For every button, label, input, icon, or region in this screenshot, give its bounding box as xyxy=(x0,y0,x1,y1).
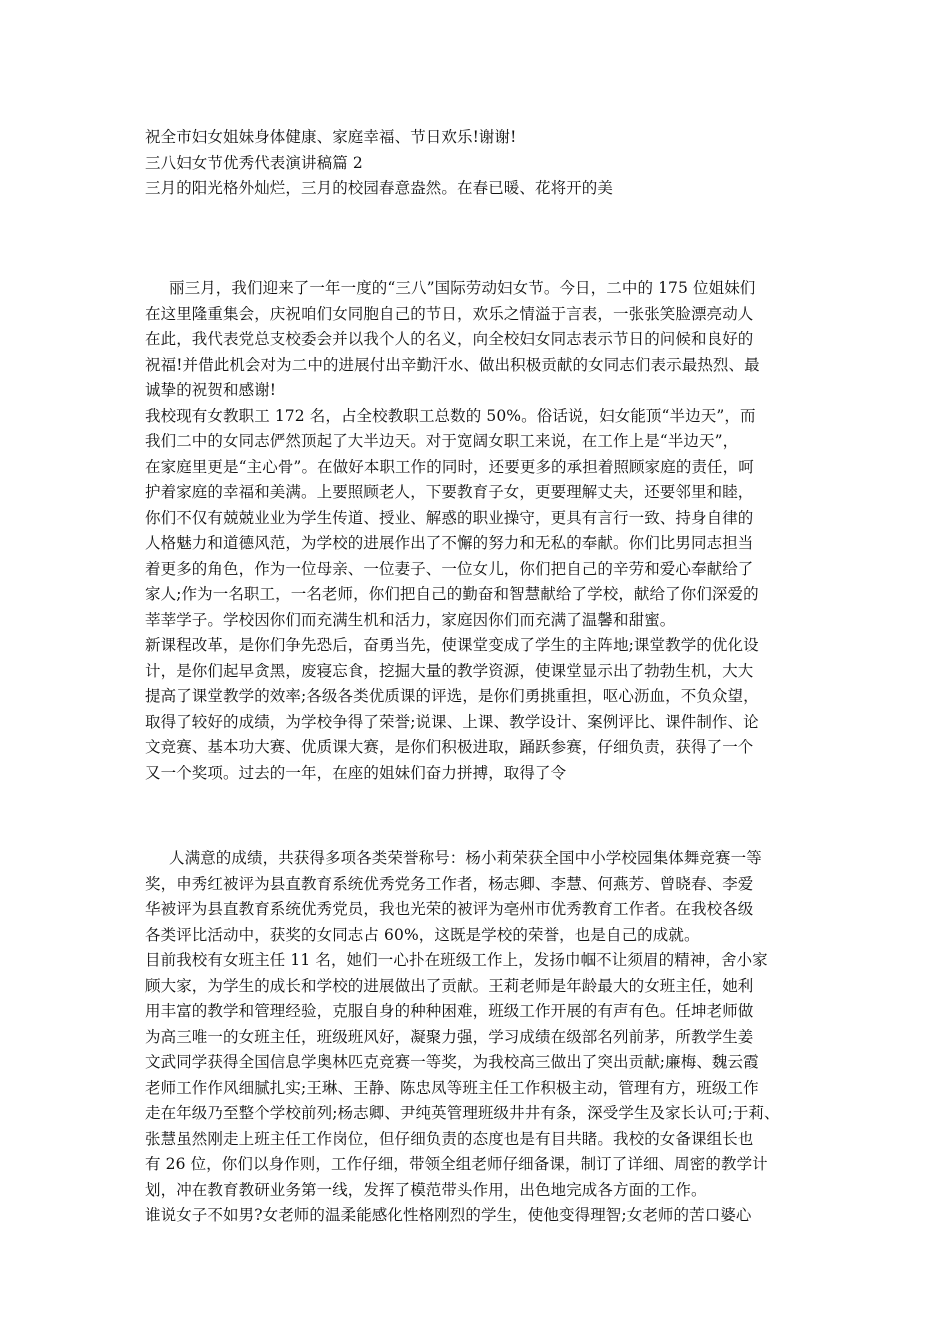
paragraph-line: 奖，申秀红被评为县直教育系统优秀党务工作者，杨志卿、李慧、何燕芳、曾晓春、李爱 xyxy=(145,874,754,893)
closing-line: 祝全市妇女姐妹身体健康、家庭幸福、节日欢乐!谢谢! xyxy=(145,128,517,146)
paragraph-line: 有 26 位，你们以身作则，工作仔细，带领全组老师仔细备课，制订了详细、周密的教学计 xyxy=(145,1155,768,1173)
paragraph-line: 华被评为县直教育系统优秀党员，我也光荣的被评为亳州市优秀教育工作者。在我校各级 xyxy=(145,900,754,918)
paragraph-line: 为高三唯一的女班主任，班级班风好，凝聚力强，学习成绩在级部名列前茅，所教学生姜 xyxy=(145,1027,754,1046)
paragraph-line: 你们不仅有兢兢业业为学生传道、授业、解惑的职业操守，更具有言行一致、持身自律的 xyxy=(145,508,754,527)
paragraph-line: 走在年级乃至整个学校前列;杨志卿、尹纯英管理班级井井有条，深受学生及家长认可;于莉、 xyxy=(145,1104,780,1122)
paragraph-line: 人格魅力和道德风范，为学校的进展作出了不懈的努力和无私的奉献。你们比男同志担当 xyxy=(145,534,754,552)
speech-title: 三八妇女节优秀代表演讲稿篇 2 xyxy=(145,153,363,172)
paragraph-line: 祝福!并借此机会对为二中的进展付出辛勤汗水、做出积极贡献的女同志们表示最热烈、最 xyxy=(145,355,760,374)
paragraph-line: 新课程改革，是你们争先恐后，奋勇当先，使课堂变成了学生的主阵地;课堂教学的优化设 xyxy=(145,636,759,654)
paragraph-line: 计，是你们起早贪黑，废寝忘食，挖掘大量的教学资源，使课堂显示出了勃勃生机，大大 xyxy=(145,661,754,680)
paragraph-line: 我校现有女教职工 172 名，占全校教职工总数的 50%。俗话说，妇女能顶“半边天”，而 xyxy=(145,406,756,425)
paragraph-line: 各类评比活动中，获奖的女同志占 60%，这既是学校的荣誉，也是自己的成就。 xyxy=(145,925,700,944)
intro-block xyxy=(145,125,810,202)
paragraph-line: 提高了课堂教学的效率;各级各类优质课的评选，是你们勇挑重担，呕心沥血，不负众望， xyxy=(145,687,759,705)
paragraph-line: 莘莘学子。学校因你们而充满生机和活力，家庭因你们而充满了温馨和甜蜜。 xyxy=(145,610,676,629)
paragraph-line: 目前我校有女班主任 11 名，她们一心扑在班级工作上，发扬巾帼不让须眉的精神，舍小家 xyxy=(145,951,768,969)
paragraph-line: 丽三月，我们迎来了一年一度的“三八”国际劳动妇女节。今日，二中的 175 位姐妹们 xyxy=(169,279,756,297)
paragraph-line: 人满意的成绩，共获得多项各类荣誉称号：杨小莉荣获全国中小学校园集体舞竞赛一等 xyxy=(169,849,762,867)
paragraph-line: 老师工作作风细腻扎实;王琳、王静、陈忠凤等班主任工作积极主动，管理有方，班级工作 xyxy=(145,1078,759,1097)
paragraph-line: 顾大家，为学生的成长和学校的进展做出了贡献。王莉老师是年龄最大的女班主任，她利 xyxy=(145,976,754,995)
paragraph-line: 着更多的角色，作为一位母亲、一位妻子、一位女儿，你们把自己的辛劳和爱心奉献给了 xyxy=(145,559,754,578)
paragraph-line: 三月的阳光格外灿烂，三月的校园春意盎然。在春已暖、花将开的美 xyxy=(145,179,614,197)
paragraph-line: 谁说女子不如男?女老师的温柔能感化性格刚烈的学生，使他变得理智;女老师的苦口婆心 xyxy=(145,1206,752,1224)
paragraph-line: 在这里隆重集会，庆祝咱们女同胞自己的节日，欢乐之情溢于言表，一张张笑脸漂亮动人 xyxy=(145,304,754,323)
paragraph-line: 张慧虽然刚走上班主任工作岗位，但仔细负责的态度也是有目共睹。我校的女备课组长也 xyxy=(145,1129,754,1148)
paragraph-line: 文武同学获得全国信息学奥林匹克竞赛一等奖，为我校高三做出了突出贡献;廉梅、魏云霞 xyxy=(145,1053,759,1071)
paragraph-line: 家人;作为一名职工，一名老师，你们把自己的勤奋和智慧献给了学校，献给了你们深爱的 xyxy=(145,585,759,603)
paragraph-line: 划，冲在教育教研业务第一线，发挥了模范带头作用，出色地完成各方面的工作。 xyxy=(145,1180,707,1199)
paragraph-line: 我们二中的女同志俨然顶起了大半边天。对于宽阔女职工来说，在工作上是“半边天”， xyxy=(145,432,739,450)
paragraph-line: 护着家庭的幸福和美满。上要照顾老人，下要教育子女，更要理解丈夫，还要邻里和睦， xyxy=(145,483,754,501)
paragraph-line: 又一个奖项。过去的一年，在座的姐妹们奋力拼搏，取得了令 xyxy=(145,763,567,782)
section-2 xyxy=(145,846,810,1229)
section-1 xyxy=(145,276,810,786)
paragraph-line: 用丰富的教学和管理经验，克服自身的种种困难，班级工作开展的有声有色。任坤老师做 xyxy=(145,1002,754,1020)
paragraph-line: 取得了较好的成绩，为学校争得了荣誉;说课、上课、教学设计、案例评比、课件制作、论 xyxy=(145,712,759,731)
paragraph-line: 文竞赛、基本功大赛、优质课大赛，是你们积极进取，踊跃参赛，仔细负责，获得了一个 xyxy=(145,738,754,756)
paragraph-line: 在此，我代表党总支校委会并以我个人的名义，向全校妇女同志表示节日的问候和良好的 xyxy=(145,330,754,348)
paragraph-line: 诚挚的祝贺和感谢! xyxy=(145,381,277,399)
paragraph-line: 在家庭里更是“主心骨”。在做好本职工作的同时，还要更多的承担着照顾家庭的责任，呵 xyxy=(145,457,754,476)
